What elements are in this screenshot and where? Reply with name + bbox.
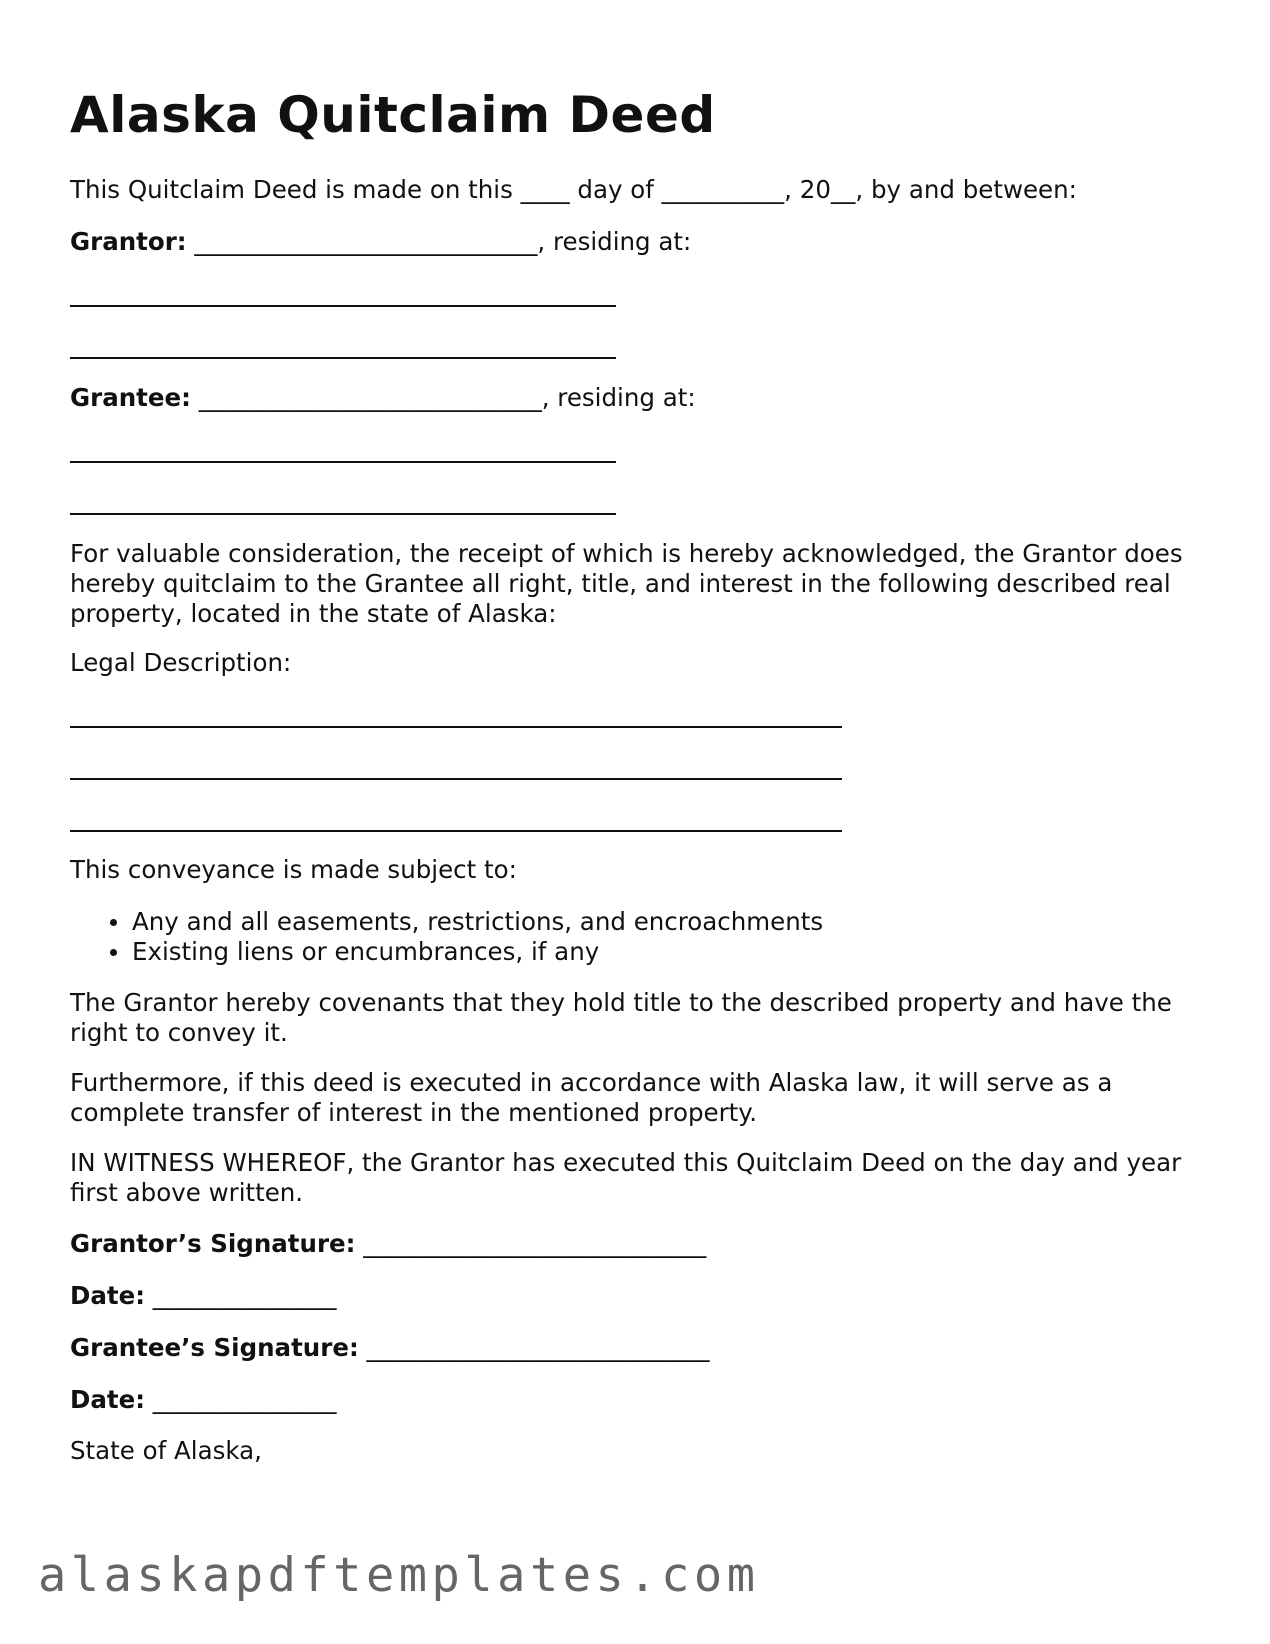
- grantor-name-blank[interactable]: ____________________________: [186, 227, 538, 256]
- witness-paragraph: IN WITNESS WHEREOF, the Grantor has executed this Quitclaim Deed on the day and year first above written.: [70, 1148, 1182, 1207]
- grantee-address-line-2[interactable]: [70, 513, 616, 515]
- legal-description-line-2[interactable]: [70, 778, 842, 780]
- grantor-address-line-1[interactable]: [70, 305, 616, 307]
- grantee-address-line-1[interactable]: [70, 461, 616, 463]
- grantee-signature-line: [70, 1333, 710, 1363]
- grantee-residing-label: , residing at:: [541, 383, 696, 412]
- subject-to-label: This conveyance is made subject to:: [70, 855, 517, 884]
- legal-description-line-1[interactable]: [70, 726, 842, 728]
- grantor-label: Grantor:: [70, 227, 187, 256]
- bullet-icon: [110, 919, 117, 926]
- grantee-date-line: [70, 1385, 337, 1415]
- bullet-icon: [110, 949, 117, 956]
- watermark: alaskapdftemplates.com: [38, 1548, 760, 1603]
- grantor-date-line: [70, 1281, 337, 1311]
- legal-description-line-3[interactable]: [70, 830, 842, 832]
- intro-line: This Quitclaim Deed is made on this ____ day of __________, 20__, by and between:: [70, 175, 1077, 204]
- grantee-label: Grantee:: [70, 383, 191, 412]
- consideration-paragraph: For valuable consideration, the receipt of which is hereby acknowledged, the Grantor does hereby quitclaim to the Grantee all right, title, and interest in the following described real property, located in the state of Alaska:: [70, 539, 1183, 628]
- grantee-signature-label: Grantee’s Signature:: [70, 1333, 359, 1362]
- grantee-line: [70, 383, 696, 413]
- legal-description-label: Legal Description:: [70, 648, 292, 677]
- grantee-name-blank[interactable]: ____________________________: [190, 383, 542, 412]
- grantor-residing-label: , residing at:: [537, 227, 692, 256]
- grantor-signature-line: [70, 1229, 706, 1259]
- list-item: Any and all easements, restrictions, and encroachments: [132, 907, 823, 937]
- covenant-paragraph: The Grantor hereby covenants that they hold title to the described property and have the right to convey it.: [70, 988, 1172, 1047]
- grantor-signature-blank[interactable]: ____________________________: [355, 1229, 707, 1258]
- subject-to-list: [70, 907, 823, 967]
- document-title: Alaska Quitclaim Deed: [70, 86, 716, 144]
- furthermore-paragraph: Furthermore, if this deed is executed in accordance with Alaska law, it will serve as a complete transfer of interest in the mentioned property.: [70, 1068, 1113, 1127]
- list-item: Existing liens or encumbrances, if any: [132, 937, 823, 967]
- grantor-signature-label: Grantor’s Signature:: [70, 1229, 356, 1258]
- grantor-address-line-2[interactable]: [70, 357, 616, 359]
- grantee-signature-blank[interactable]: ____________________________: [358, 1333, 710, 1362]
- grantee-date-blank[interactable]: _______________: [145, 1385, 337, 1414]
- grantee-date-label: Date:: [70, 1385, 145, 1414]
- grantor-date-blank[interactable]: _______________: [145, 1281, 337, 1310]
- state-line: State of Alaska,: [70, 1436, 262, 1465]
- grantor-line: [70, 227, 691, 257]
- grantor-date-label: Date:: [70, 1281, 145, 1310]
